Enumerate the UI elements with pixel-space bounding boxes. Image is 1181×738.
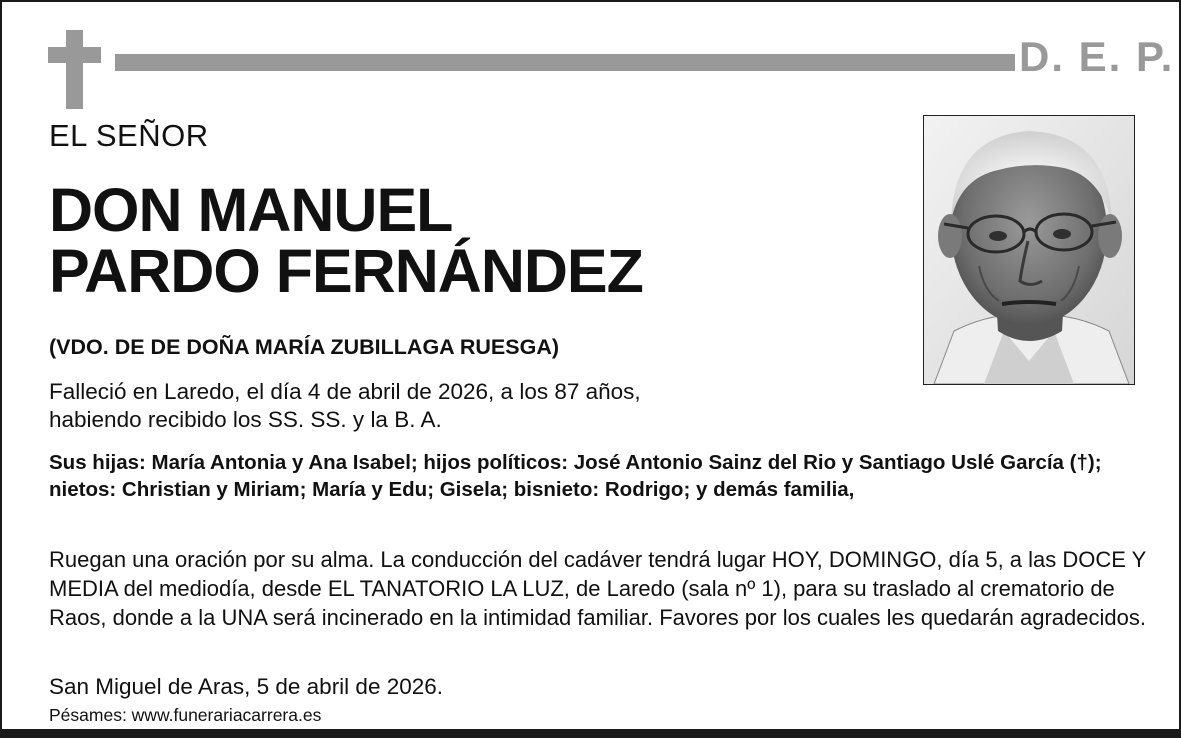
place-date: San Miguel de Aras, 5 de abril de 2026.: [49, 674, 444, 699]
portrait-photo: [923, 115, 1135, 385]
deceased-name: [49, 176, 643, 305]
widowed-of: (VDO. DE DE DOÑA MARÍA ZUBILLAGA RUESGA): [49, 335, 560, 359]
condolences-link[interactable]: Pésames: www.funerariacarrera.es: [49, 705, 322, 725]
header-rule: [115, 54, 1015, 71]
funeral-details: Ruegan una oración por su alma. La conducción del cadáver tendrá lugar HOY, DOMINGO, día 5, a las DOCE Y MEDIA del mediodía, desde EL TANATORIO LA LUZ, de Laredo (sala nº 1), para su traslado al crematorio de Raos, donde a la UNA será incinerado en la intimidad familiar. Favores por los cuales les quedarán agradecidos.: [49, 547, 1146, 630]
deceased-name-line-2: PARDO FERNÁNDEZ: [49, 237, 643, 305]
cross-vertical-bar: [66, 30, 83, 109]
death-details-line-2: habiendo recibido los SS. SS. y la B. A.: [49, 407, 442, 432]
death-details-line-1: Falleció en Laredo, el día 4 de abril de 2026, a los 87 años,: [49, 379, 641, 404]
death-details: [49, 378, 641, 434]
dep-abbreviation: D. E. P.: [1019, 33, 1175, 80]
deceased-name-line-1: DON MANUEL: [49, 176, 453, 244]
cross-horizontal-bar: [48, 47, 101, 63]
bottom-border: [2, 729, 1179, 736]
honorific: EL SEÑOR: [49, 118, 209, 153]
family-list: Sus hijas: María Antonia y Ana Isabel; hijos políticos: José Antonio Sainz del Rio y Santiago Uslé García (†); nietos: Christian y Miriam; María y Edu; Gisela; bisnieto: Rodrigo; y demás familia,: [49, 451, 1102, 501]
